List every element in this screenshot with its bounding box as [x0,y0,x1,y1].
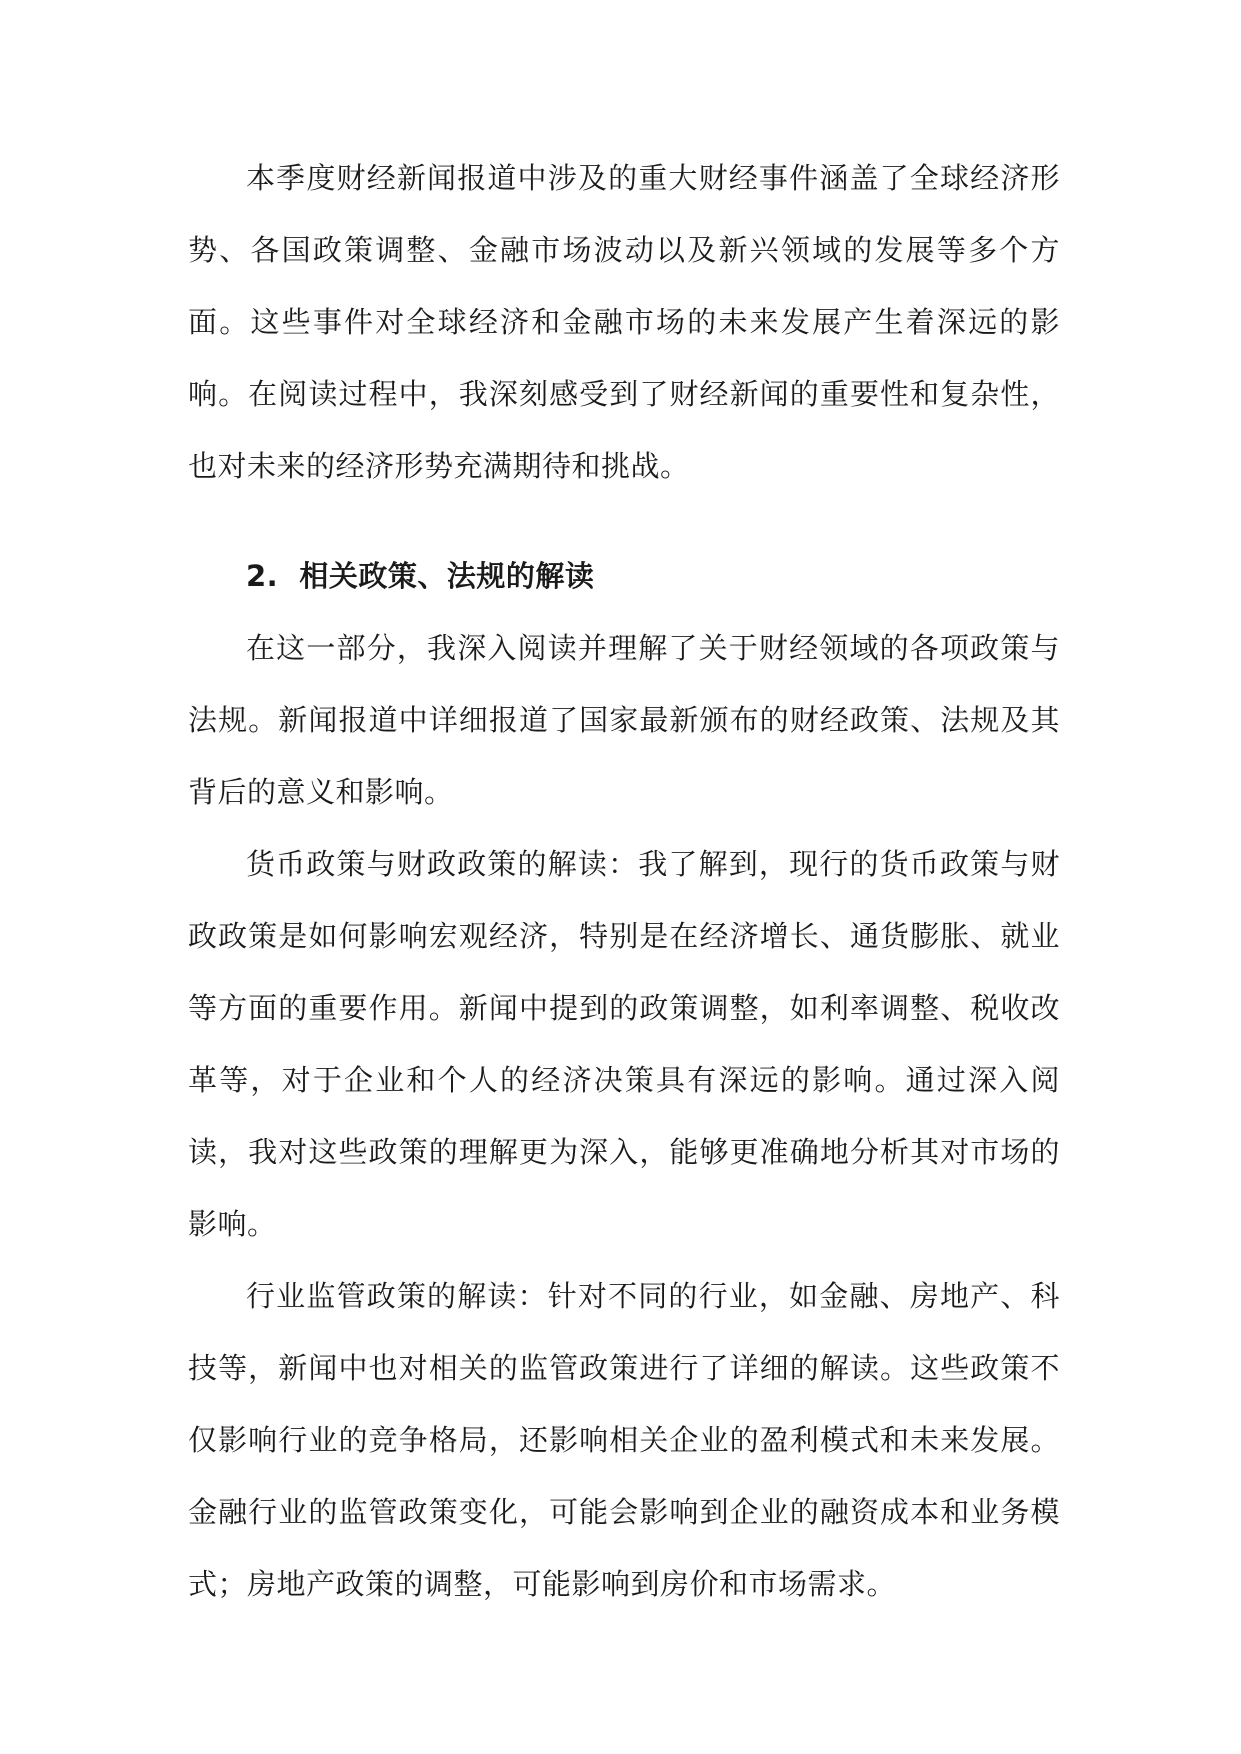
section-title: 相关政策、法规的解读 [299,559,595,593]
paragraph-monetary-fiscal: 货币政策与财政政策的解读：我了解到，现行的货币政策与财政政策是如何影响宏观经济，特别是在经济增长、通货膨胀、就业等方面的重要作用。新闻中提到的政策调整，如利率调整、税收改革等，对于企业和个人的经济决策具有深远的影响。通过深入阅读，我对这些政策的理解更为深入，能够更准确地分析其对市场的影响。 [188,847,1060,1241]
paragraph-policy-overview: 在这一部分，我深入阅读并理解了关于财经领域的各项政策与法规。新闻报道中详细报道了国家最新颁布的财经政策、法规及其背后的意义和影响。 [188,631,1060,809]
section-number: 2. [246,559,279,593]
paragraph-industry-regulation: 行业监管政策的解读：针对不同的行业，如金融、房地产、科技等，新闻中也对相关的监管政策进行了详细的解读。这些政策不仅影响行业的竞争格局，还影响相关企业的盈利模式和未来发展。金融行业的监管政策变化，可能会影响到企业的融资成本和业务模式；房地产政策的调整，可能影响到房价和市场需求。 [188,1279,1060,1601]
paragraph-intro: 本季度财经新闻报道中涉及的重大财经事件涵盖了全球经济形势、各国政策调整、金融市场波动以及新兴领域的发展等多个方面。这些事件对全球经济和金融市场的未来发展产生着深远的影响。在阅读过程中，我深刻感受到了财经新闻的重要性和复杂性，也对未来的经济形势充满期待和挑战。 [188,161,1060,483]
document-body [188,142,1060,1620]
section-heading [188,540,1060,612]
